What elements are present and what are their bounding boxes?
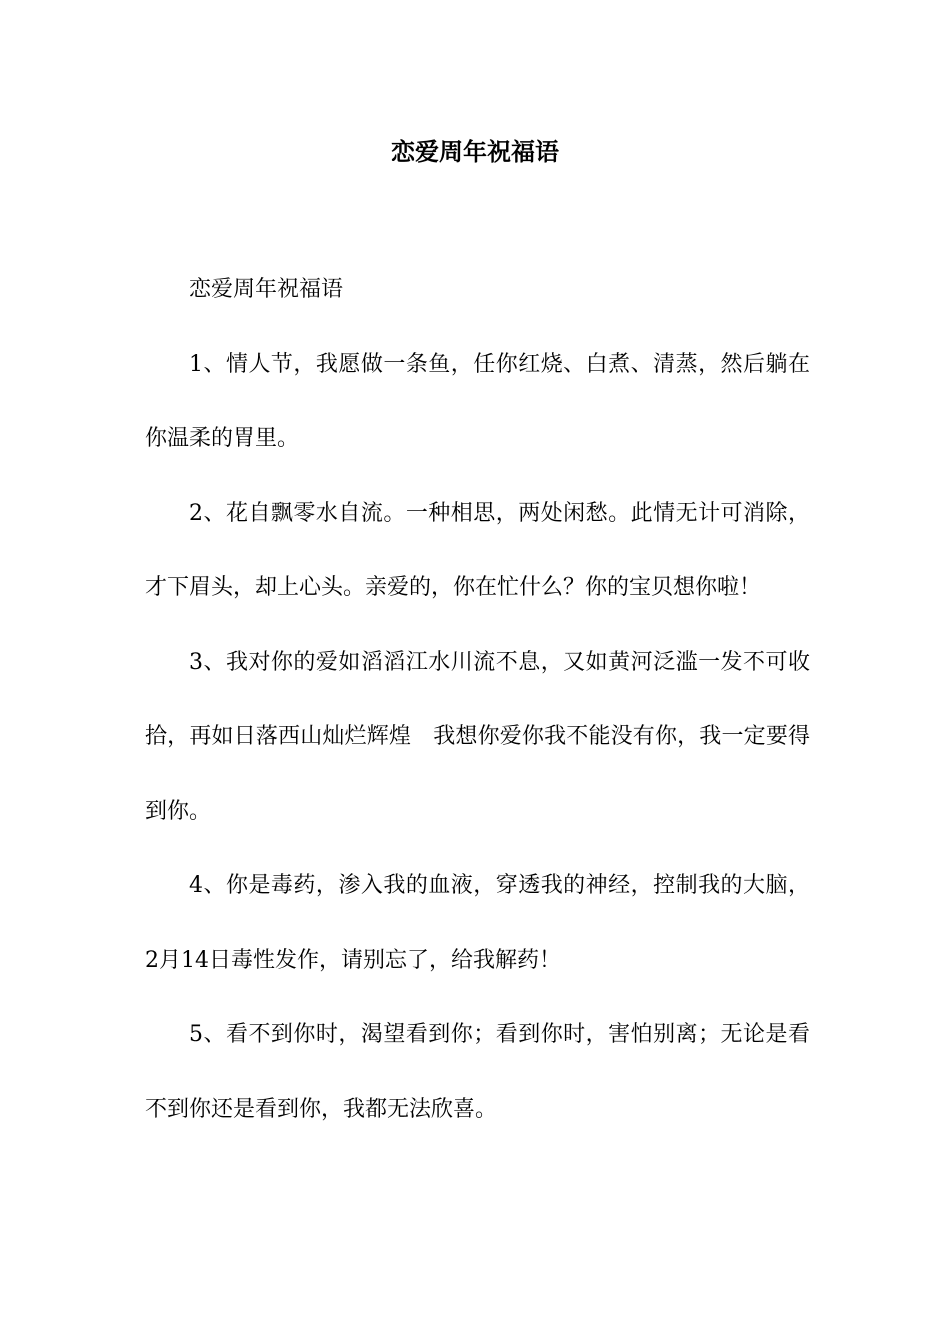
paragraph-heading: 恋爱周年祝福语 bbox=[189, 277, 344, 302]
document-body bbox=[145, 253, 810, 1147]
document-title: 恋爱周年祝福语 bbox=[391, 138, 559, 166]
paragraph-3: 3、我对你的爱如滔滔江水川流不息，又如黄河泛滥一发不可收拾，再如日落西山灿烂辉煌 我想你爱你我不能没有你，我一定要得到你。 bbox=[145, 649, 810, 824]
paragraph-5: 5、看不到你时，渴望看到你；看到你时，害怕别离；无论是看不到你还是看到你，我都无法欣喜。 bbox=[145, 1022, 810, 1122]
paragraph-2: 2、花自飘零水自流。一种相思，两处闲愁。此情无计可消除，才下眉头，却上心头。亲爱的，你在忙什么？你的宝贝想你啦！ bbox=[145, 500, 810, 600]
paragraph-4: 4、你是毒药，渗入我的血液，穿透我的神经，控制我的大脑，2月14日毒性发作，请别忘了，给我解药！ bbox=[145, 873, 810, 973]
paragraph-1: 1、情人节，我愿做一条鱼，任你红烧、白煮、清蒸，然后躺在你温柔的胃里。 bbox=[145, 351, 810, 451]
